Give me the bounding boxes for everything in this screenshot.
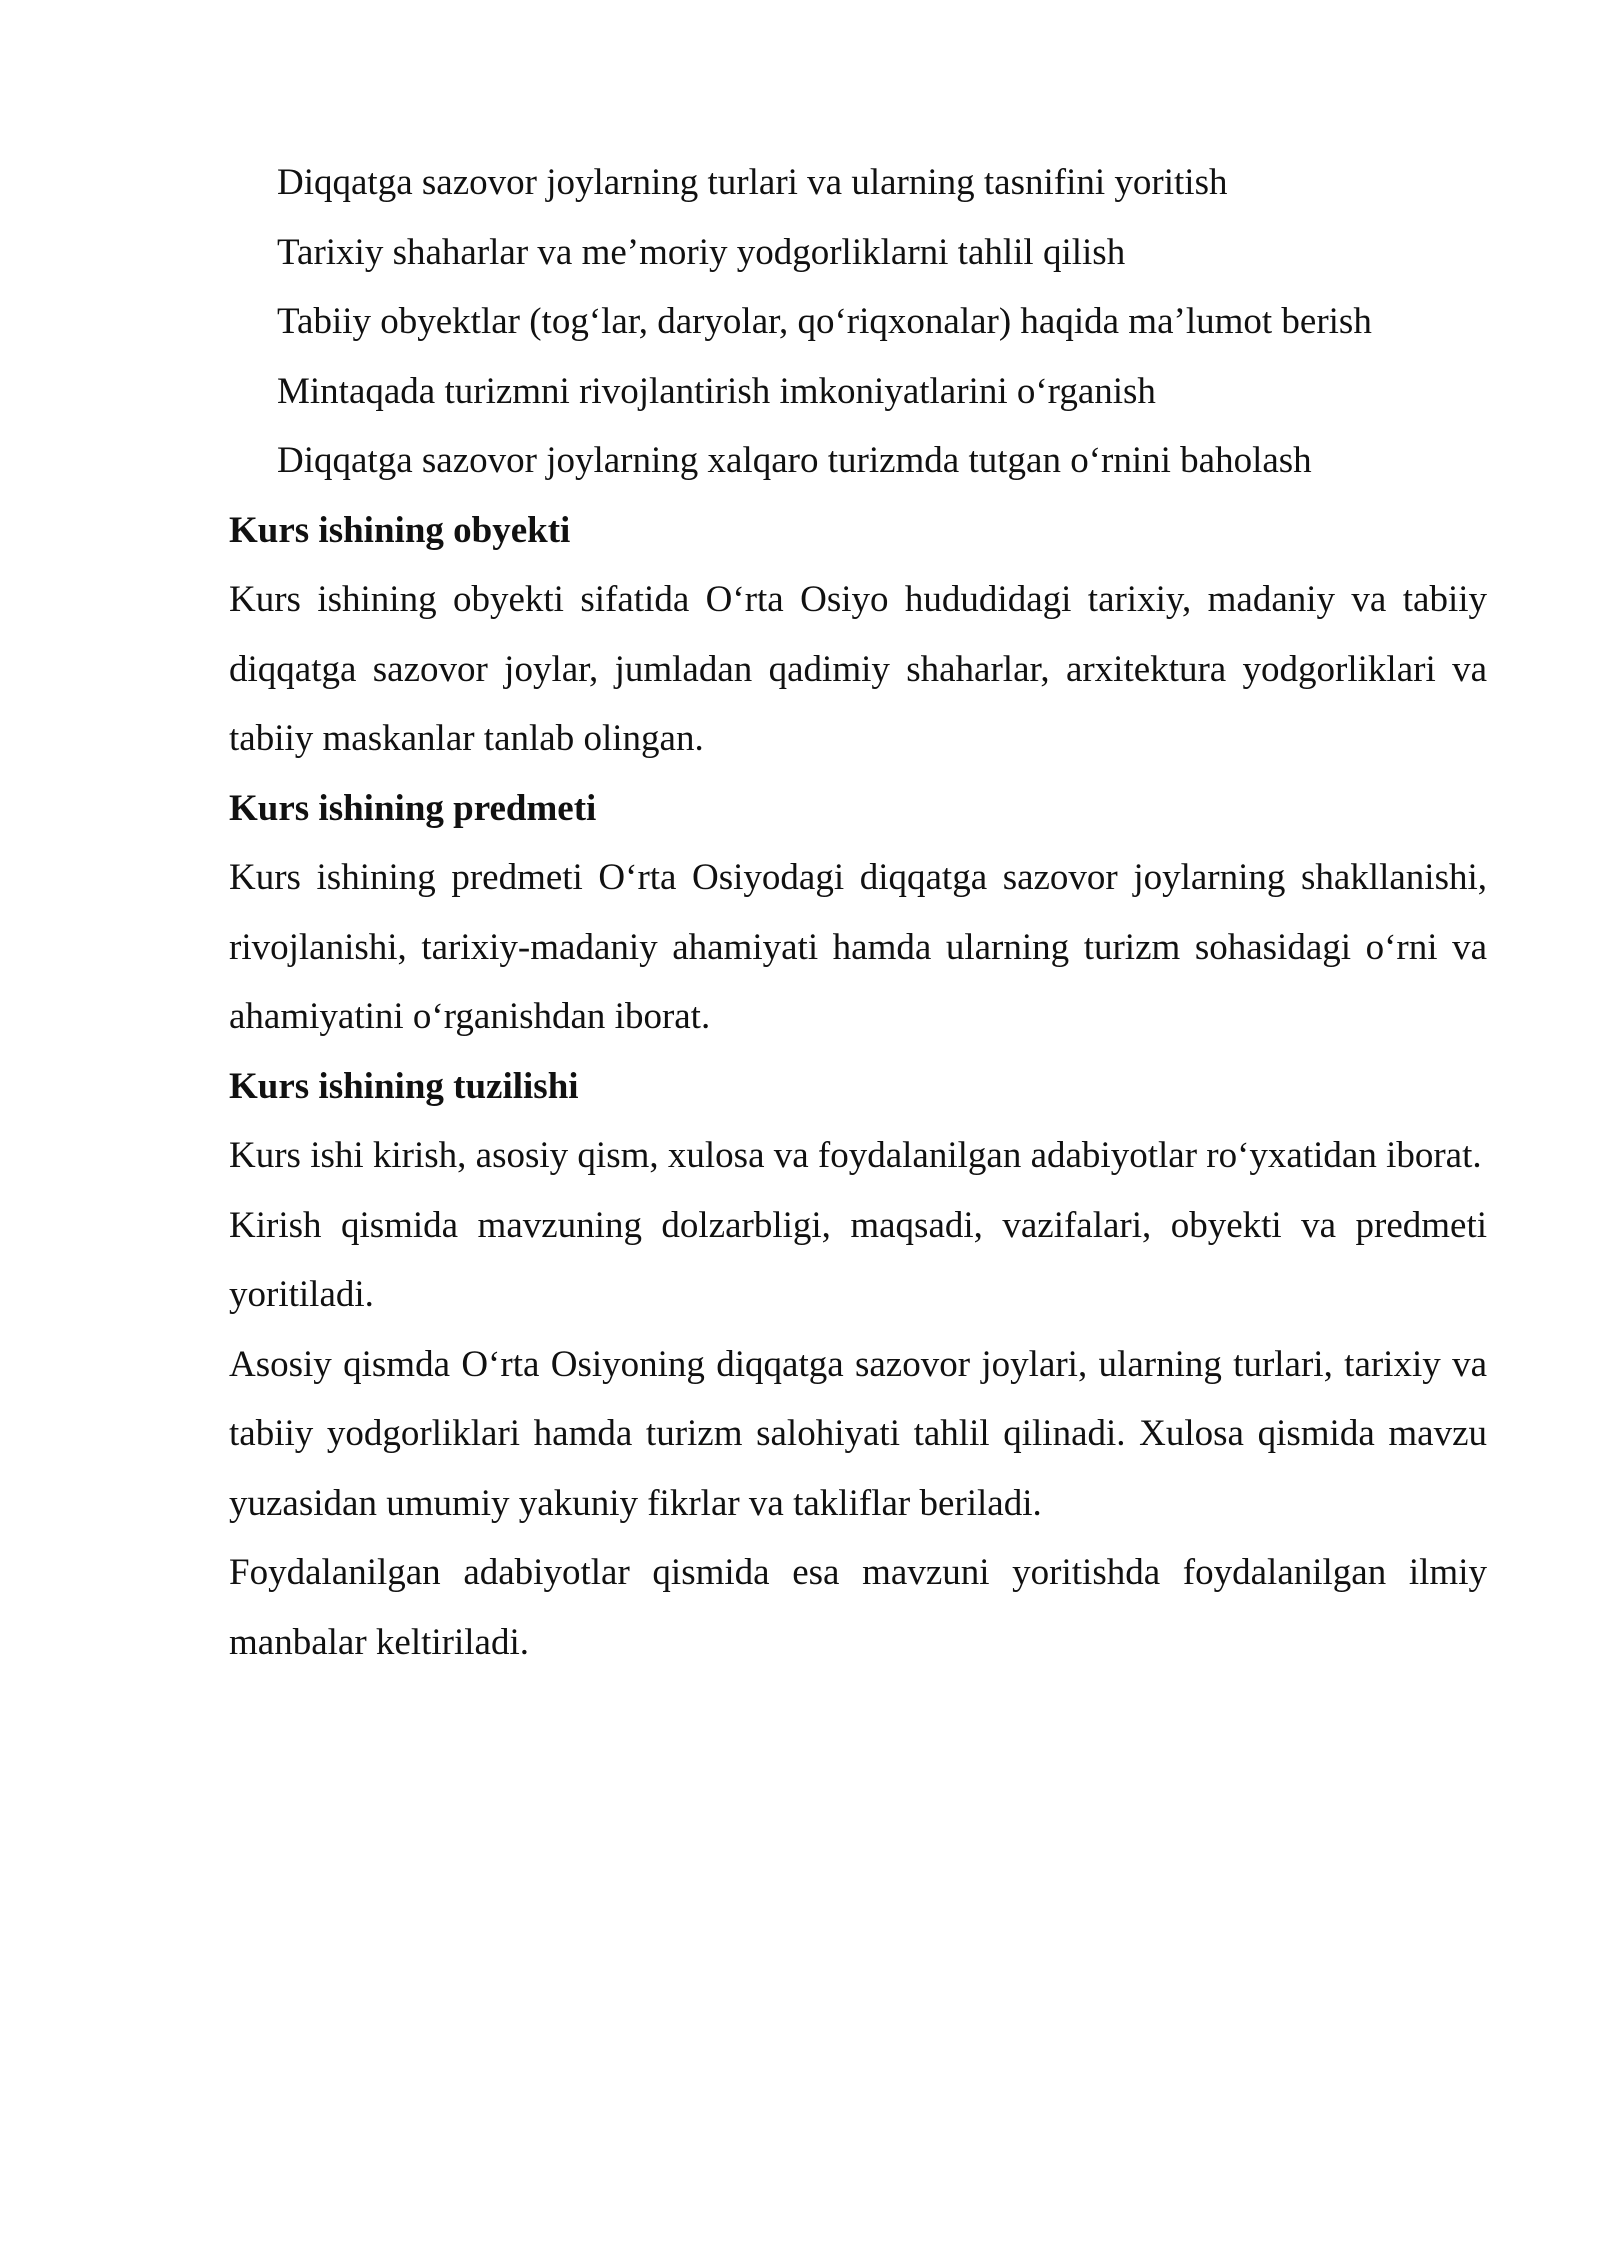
task-item: Tabiiy obyektlar (tog‘lar, daryolar, qo‘riqxonalar) haqida ma’lumot berish — [277, 301, 1372, 342]
object-heading: Kurs ishining obyekti — [229, 509, 571, 551]
structure-heading: Kurs ishining tuzilishi — [229, 1065, 579, 1107]
object-paragraph: Kurs ishining obyekti sifatida O‘rta Osiyo hududidagi tarixiy, madaniy va tabiiy diqqatga sazovor joylar, jumladan qadimiy shaharlar, arxitektura yodgorliklari va tabiiy maskanlar tanlab olingan. — [229, 579, 1487, 759]
task-item: Diqqatga sazovor joylarning turlari va ularning tasnifini yoritish — [277, 162, 1228, 203]
task-item: Tarixiy shaharlar va me’moriy yodgorliklarni tahlil qilish — [277, 231, 1126, 273]
task-item: Mintaqada turizmni rivojlantirish imkoniyatlarini o‘rganish — [277, 370, 1156, 412]
subject-paragraph: Kurs ishining predmeti O‘rta Osiyodagi diqqatga sazovor joylarning shakllanishi, rivojlanishi, tarixiy-madaniy ahamiyati hamda ularning turizm sohasidagi o‘rni va ahamiyatini o‘rganishdan iborat. — [229, 857, 1487, 1037]
structure-paragraph-3: Asosiy qismda O‘rta Osiyoning diqqatga sazovor joylari, ularning turlari, tarixiy va tabiiy yodgorliklari hamda turizm salohiyati tahlil qilinadi. Xulosa qismida mavzu yuzasidan umumiy yakuniy fikrlar va takliflar beriladi. — [229, 1343, 1487, 1524]
document-page — [229, 148, 1487, 1677]
structure-paragraph-2: Kirish qismida mavzuning dolzarbligi, maqsadi, vazifalari, obyekti va predmeti yoritiladi. — [229, 1204, 1487, 1315]
task-item: Diqqatga sazovor joylarning xalqaro turizmda tutgan o‘rnini baholash — [277, 440, 1312, 481]
subject-heading: Kurs ishining predmeti — [229, 787, 597, 829]
structure-paragraph-1: Kurs ishi kirish, asosiy qism, xulosa va foydalanilgan adabiyotlar ro‘yxatidan iborat. — [229, 1135, 1482, 1176]
structure-paragraph-4: Foydalanilgan adabiyotlar qismida esa mavzuni yoritishda foydalanilgan ilmiy manbalar keltiriladi. — [229, 1552, 1487, 1663]
